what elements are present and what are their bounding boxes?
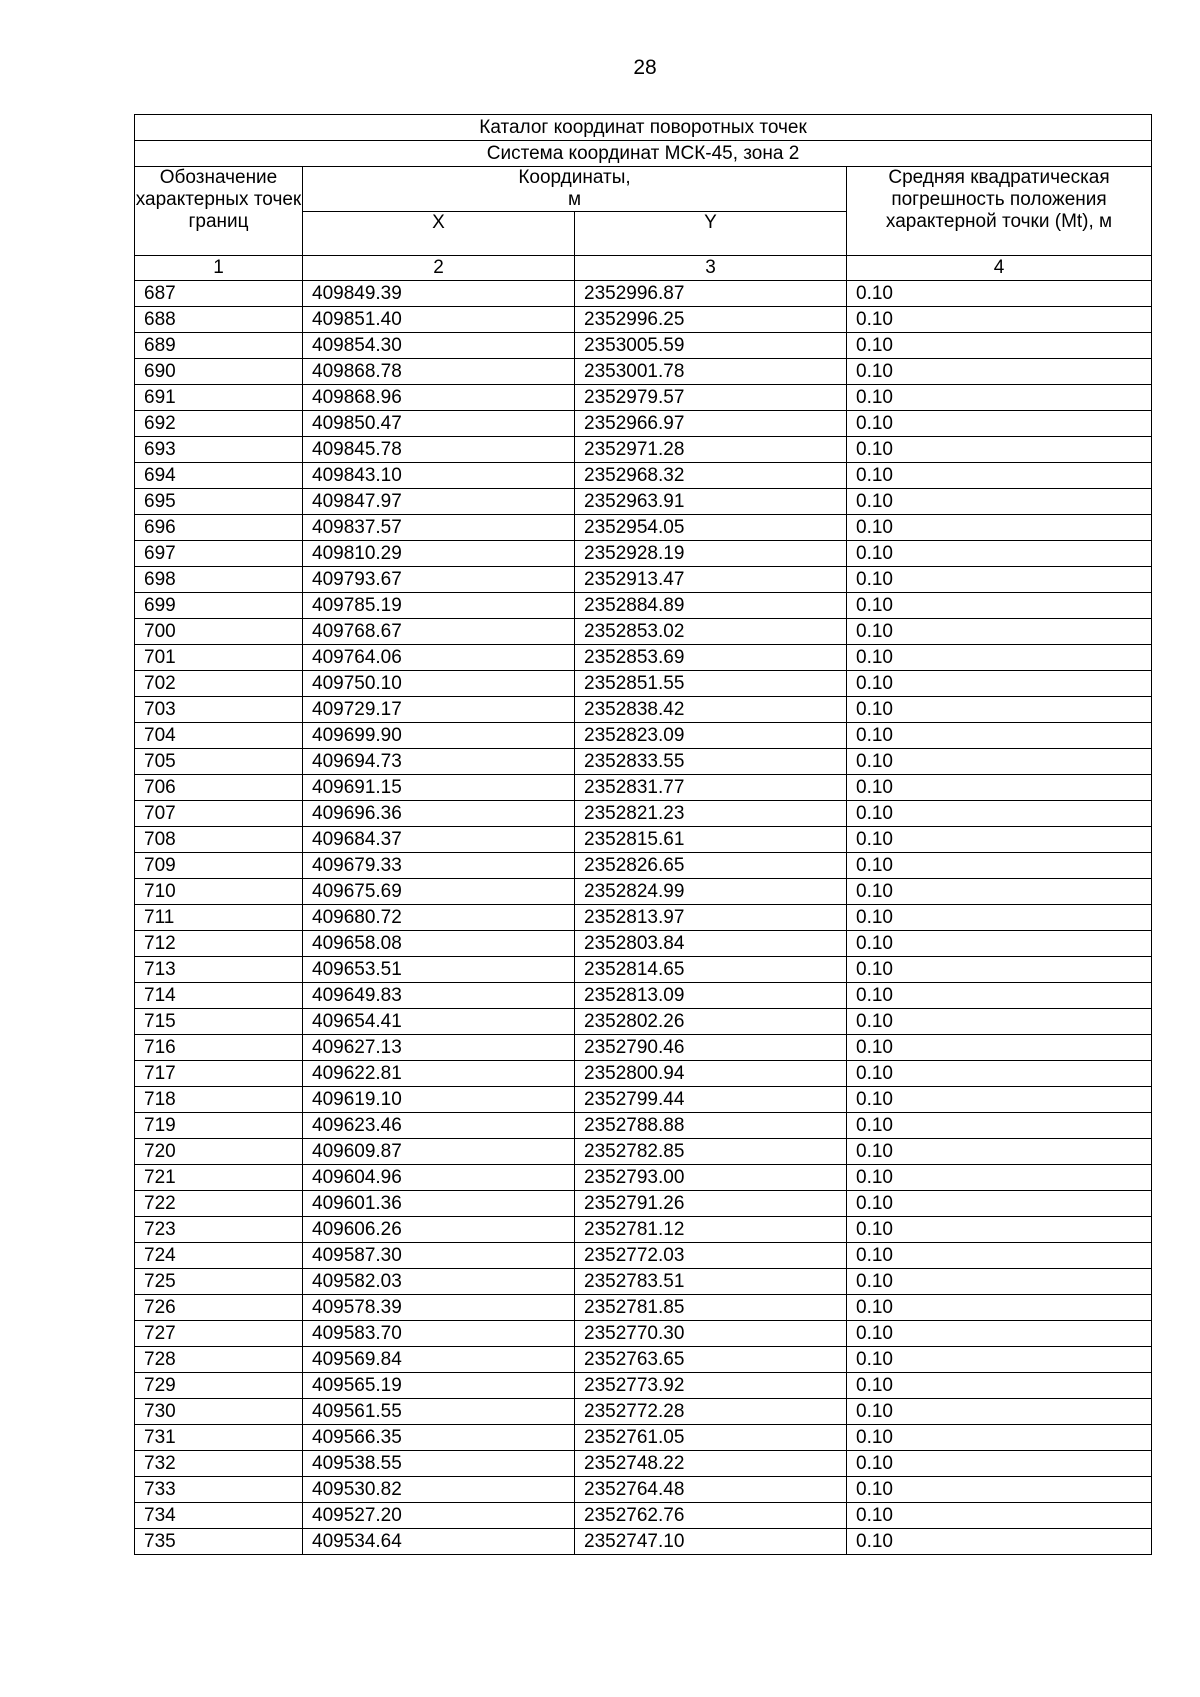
table-row: [135, 1269, 1152, 1295]
error-cell: 0.10: [847, 1139, 1152, 1165]
table-row: [135, 905, 1152, 931]
point-id-cell: 708: [135, 827, 303, 853]
point-id-cell: 710: [135, 879, 303, 905]
point-id-cell: 706: [135, 775, 303, 801]
point-id-cell: 714: [135, 983, 303, 1009]
error-cell: 0.10: [847, 1399, 1152, 1425]
table-row: [135, 957, 1152, 983]
y-coordinate-cell: 2352928.19: [575, 541, 847, 567]
x-coordinate-cell: 409565.19: [303, 1373, 575, 1399]
point-id-cell: 725: [135, 1269, 303, 1295]
x-coordinate-cell: 409534.64: [303, 1529, 575, 1555]
point-id-cell: 713: [135, 957, 303, 983]
table-row: [135, 931, 1152, 957]
x-coordinate-cell: 409868.96: [303, 385, 575, 411]
point-id-cell: 687: [135, 281, 303, 307]
point-id-cell: 717: [135, 1061, 303, 1087]
y-coordinate-cell: 2352851.55: [575, 671, 847, 697]
y-header: Y: [575, 212, 847, 256]
x-coordinate-cell: 409847.97: [303, 489, 575, 515]
y-coordinate-cell: 2352814.65: [575, 957, 847, 983]
error-cell: 0.10: [847, 931, 1152, 957]
y-coordinate-cell: 2352971.28: [575, 437, 847, 463]
table-row: [135, 281, 1152, 307]
table-row: [135, 307, 1152, 333]
y-coordinate-cell: 2352826.65: [575, 853, 847, 879]
table-row: [135, 983, 1152, 1009]
error-cell: 0.10: [847, 1191, 1152, 1217]
table-row: [135, 801, 1152, 827]
x-coordinate-cell: 409849.39: [303, 281, 575, 307]
table-subtitle: Система координат МСК-45, зона 2: [135, 141, 1152, 167]
point-id-cell: 716: [135, 1035, 303, 1061]
table-row: [135, 1087, 1152, 1113]
table-row: [135, 1165, 1152, 1191]
point-id-cell: 735: [135, 1529, 303, 1555]
x-coordinate-cell: 409684.37: [303, 827, 575, 853]
x-coordinate-cell: 409854.30: [303, 333, 575, 359]
table-row: [135, 437, 1152, 463]
error-cell: 0.10: [847, 1321, 1152, 1347]
error-header: Средняя квадратическая погрешность положения характерной точки (Mt), м: [847, 167, 1152, 256]
point-id-cell: 699: [135, 593, 303, 619]
table-row: [135, 1347, 1152, 1373]
y-coordinate-cell: 2352763.65: [575, 1347, 847, 1373]
y-coordinate-cell: 2352748.22: [575, 1451, 847, 1477]
error-cell: 0.10: [847, 697, 1152, 723]
table-row: [135, 1035, 1152, 1061]
y-coordinate-cell: 2352764.48: [575, 1477, 847, 1503]
y-coordinate-cell: 2352853.02: [575, 619, 847, 645]
y-coordinate-cell: 2352772.28: [575, 1399, 847, 1425]
error-cell: 0.10: [847, 905, 1152, 931]
error-cell: 0.10: [847, 1217, 1152, 1243]
table-row: [135, 385, 1152, 411]
y-coordinate-cell: 2352968.32: [575, 463, 847, 489]
point-id-cell: 691: [135, 385, 303, 411]
point-id-cell: 715: [135, 1009, 303, 1035]
y-coordinate-cell: 2352821.23: [575, 801, 847, 827]
title-row: [135, 115, 1152, 141]
point-id-cell: 689: [135, 333, 303, 359]
y-coordinate-cell: 2352954.05: [575, 515, 847, 541]
x-coordinate-cell: 409793.67: [303, 567, 575, 593]
y-coordinate-cell: 2352772.03: [575, 1243, 847, 1269]
x-coordinate-cell: 409569.84: [303, 1347, 575, 1373]
y-coordinate-cell: 2352788.88: [575, 1113, 847, 1139]
point-id-cell: 729: [135, 1373, 303, 1399]
table-row: [135, 333, 1152, 359]
table-row: [135, 723, 1152, 749]
y-coordinate-cell: 2352762.76: [575, 1503, 847, 1529]
x-coordinate-cell: 409696.36: [303, 801, 575, 827]
point-id-cell: 705: [135, 749, 303, 775]
table-row: [135, 619, 1152, 645]
table-row: [135, 775, 1152, 801]
y-coordinate-cell: 2353001.78: [575, 359, 847, 385]
error-cell: 0.10: [847, 437, 1152, 463]
table-row: [135, 1139, 1152, 1165]
y-coordinate-cell: 2352913.47: [575, 567, 847, 593]
y-coordinate-cell: 2352770.30: [575, 1321, 847, 1347]
point-id-cell: 733: [135, 1477, 303, 1503]
table-row: [135, 671, 1152, 697]
table-row: [135, 749, 1152, 775]
y-coordinate-cell: 2352813.97: [575, 905, 847, 931]
y-coordinate-cell: 2352823.09: [575, 723, 847, 749]
point-id-cell: 721: [135, 1165, 303, 1191]
error-cell: 0.10: [847, 1087, 1152, 1113]
error-cell: 0.10: [847, 749, 1152, 775]
y-coordinate-cell: 2352790.46: [575, 1035, 847, 1061]
x-coordinate-cell: 409680.72: [303, 905, 575, 931]
page-number: 28: [633, 56, 657, 79]
coordinates-catalog-table: [134, 114, 1152, 1555]
x-coordinate-cell: 409654.41: [303, 1009, 575, 1035]
error-cell: 0.10: [847, 1295, 1152, 1321]
y-coordinate-cell: 2352781.85: [575, 1295, 847, 1321]
point-id-cell: 719: [135, 1113, 303, 1139]
x-coordinate-cell: 409566.35: [303, 1425, 575, 1451]
point-id-cell: 711: [135, 905, 303, 931]
point-id-cell: 724: [135, 1243, 303, 1269]
x-coordinate-cell: 409578.39: [303, 1295, 575, 1321]
y-coordinate-cell: 2352996.87: [575, 281, 847, 307]
y-coordinate-cell: 2352799.44: [575, 1087, 847, 1113]
table-row: [135, 1529, 1152, 1555]
error-cell: 0.10: [847, 489, 1152, 515]
x-coordinate-cell: 409601.36: [303, 1191, 575, 1217]
error-cell: 0.10: [847, 1529, 1152, 1555]
column-number-1: 1: [135, 256, 303, 281]
point-id-cell: 696: [135, 515, 303, 541]
x-coordinate-cell: 409675.69: [303, 879, 575, 905]
point-id-cell: 727: [135, 1321, 303, 1347]
error-cell: 0.10: [847, 1425, 1152, 1451]
point-id-cell: 720: [135, 1139, 303, 1165]
table-row: [135, 853, 1152, 879]
error-cell: 0.10: [847, 723, 1152, 749]
point-id-cell: 698: [135, 567, 303, 593]
error-cell: 0.10: [847, 671, 1152, 697]
x-coordinate-cell: 409868.78: [303, 359, 575, 385]
error-cell: 0.10: [847, 619, 1152, 645]
table-row: [135, 645, 1152, 671]
table-row: [135, 359, 1152, 385]
y-coordinate-cell: 2352782.85: [575, 1139, 847, 1165]
error-cell: 0.10: [847, 385, 1152, 411]
error-cell: 0.10: [847, 1269, 1152, 1295]
table-row: [135, 879, 1152, 905]
point-id-cell: 732: [135, 1451, 303, 1477]
y-coordinate-cell: 2352773.92: [575, 1373, 847, 1399]
error-cell: 0.10: [847, 775, 1152, 801]
table-row: [135, 593, 1152, 619]
error-cell: 0.10: [847, 957, 1152, 983]
x-coordinate-cell: 409649.83: [303, 983, 575, 1009]
point-id-cell: 697: [135, 541, 303, 567]
header-row: [135, 167, 1152, 212]
table-row: [135, 1399, 1152, 1425]
point-id-cell: 722: [135, 1191, 303, 1217]
x-coordinate-cell: 409653.51: [303, 957, 575, 983]
y-coordinate-cell: 2352761.05: [575, 1425, 847, 1451]
error-cell: 0.10: [847, 1113, 1152, 1139]
error-cell: 0.10: [847, 281, 1152, 307]
x-coordinate-cell: 409561.55: [303, 1399, 575, 1425]
table-row: [135, 827, 1152, 853]
point-id-cell: 726: [135, 1295, 303, 1321]
x-coordinate-cell: 409768.67: [303, 619, 575, 645]
table-header: [135, 115, 1152, 281]
column-number-row: [135, 256, 1152, 281]
column-number-3: 3: [575, 256, 847, 281]
error-cell: 0.10: [847, 983, 1152, 1009]
x-coordinate-cell: 409850.47: [303, 411, 575, 437]
y-coordinate-cell: 2352979.57: [575, 385, 847, 411]
error-cell: 0.10: [847, 463, 1152, 489]
point-id-cell: 704: [135, 723, 303, 749]
x-coordinate-cell: 409658.08: [303, 931, 575, 957]
y-coordinate-cell: 2352800.94: [575, 1061, 847, 1087]
table-row: [135, 1503, 1152, 1529]
x-coordinate-cell: 409837.57: [303, 515, 575, 541]
error-cell: 0.10: [847, 1165, 1152, 1191]
table-row: [135, 1451, 1152, 1477]
table-row: [135, 411, 1152, 437]
coordinates-header-line2: м: [567, 189, 582, 210]
x-coordinate-cell: 409691.15: [303, 775, 575, 801]
error-cell: 0.10: [847, 853, 1152, 879]
point-id-cell: 734: [135, 1503, 303, 1529]
x-coordinate-cell: 409785.19: [303, 593, 575, 619]
x-coordinate-cell: 409729.17: [303, 697, 575, 723]
error-cell: 0.10: [847, 1009, 1152, 1035]
x-coordinate-cell: 409583.70: [303, 1321, 575, 1347]
y-coordinate-cell: 2352853.69: [575, 645, 847, 671]
point-designation-header: Обозначение характерных точек границ: [135, 167, 303, 256]
point-id-cell: 701: [135, 645, 303, 671]
point-id-cell: 730: [135, 1399, 303, 1425]
point-id-cell: 712: [135, 931, 303, 957]
y-coordinate-cell: 2352824.99: [575, 879, 847, 905]
x-coordinate-cell: 409699.90: [303, 723, 575, 749]
y-coordinate-cell: 2352838.42: [575, 697, 847, 723]
x-coordinate-cell: 409764.06: [303, 645, 575, 671]
y-coordinate-cell: 2352831.77: [575, 775, 847, 801]
error-cell: 0.10: [847, 801, 1152, 827]
y-coordinate-cell: 2352747.10: [575, 1529, 847, 1555]
coordinates-header-line1: Координаты,: [518, 167, 631, 188]
table-row: [135, 1191, 1152, 1217]
table-row: [135, 1477, 1152, 1503]
y-coordinate-cell: 2352833.55: [575, 749, 847, 775]
x-coordinate-cell: 409530.82: [303, 1477, 575, 1503]
column-number-4: 4: [847, 256, 1152, 281]
x-coordinate-cell: 409622.81: [303, 1061, 575, 1087]
x-coordinate-cell: 409843.10: [303, 463, 575, 489]
x-coordinate-cell: 409582.03: [303, 1269, 575, 1295]
error-cell: 0.10: [847, 411, 1152, 437]
table-title: Каталог координат поворотных точек: [135, 115, 1152, 141]
point-id-cell: 703: [135, 697, 303, 723]
point-id-cell: 690: [135, 359, 303, 385]
x-coordinate-cell: 409604.96: [303, 1165, 575, 1191]
point-id-cell: 692: [135, 411, 303, 437]
error-cell: 0.10: [847, 1503, 1152, 1529]
error-cell: 0.10: [847, 1035, 1152, 1061]
table-row: [135, 1295, 1152, 1321]
point-id-cell: 694: [135, 463, 303, 489]
x-coordinate-cell: 409750.10: [303, 671, 575, 697]
x-coordinate-cell: 409845.78: [303, 437, 575, 463]
error-cell: 0.10: [847, 515, 1152, 541]
error-cell: 0.10: [847, 307, 1152, 333]
column-number-2: 2: [303, 256, 575, 281]
table-row: [135, 541, 1152, 567]
table-body: [135, 281, 1152, 1555]
table-row: [135, 1113, 1152, 1139]
x-coordinate-cell: 409679.33: [303, 853, 575, 879]
error-cell: 0.10: [847, 645, 1152, 671]
point-id-cell: 702: [135, 671, 303, 697]
error-cell: 0.10: [847, 567, 1152, 593]
coordinates-header: [303, 167, 847, 212]
error-cell: 0.10: [847, 541, 1152, 567]
x-coordinate-cell: 409851.40: [303, 307, 575, 333]
error-cell: 0.10: [847, 1373, 1152, 1399]
table-row: [135, 1061, 1152, 1087]
table-row: [135, 697, 1152, 723]
y-coordinate-cell: 2352813.09: [575, 983, 847, 1009]
y-coordinate-cell: 2352884.89: [575, 593, 847, 619]
subtitle-row: [135, 141, 1152, 167]
y-coordinate-cell: 2352963.91: [575, 489, 847, 515]
y-coordinate-cell: 2352793.00: [575, 1165, 847, 1191]
table-row: [135, 1321, 1152, 1347]
point-id-cell: 700: [135, 619, 303, 645]
y-coordinate-cell: 2353005.59: [575, 333, 847, 359]
x-coordinate-cell: 409609.87: [303, 1139, 575, 1165]
y-coordinate-cell: 2352996.25: [575, 307, 847, 333]
point-id-cell: 695: [135, 489, 303, 515]
y-coordinate-cell: 2352791.26: [575, 1191, 847, 1217]
table-row: [135, 1217, 1152, 1243]
point-id-cell: 688: [135, 307, 303, 333]
error-cell: 0.10: [847, 359, 1152, 385]
x-coordinate-cell: 409587.30: [303, 1243, 575, 1269]
x-coordinate-cell: 409527.20: [303, 1503, 575, 1529]
error-cell: 0.10: [847, 1451, 1152, 1477]
x-coordinate-cell: 409619.10: [303, 1087, 575, 1113]
table-row: [135, 567, 1152, 593]
y-coordinate-cell: 2352802.26: [575, 1009, 847, 1035]
table-row: [135, 1009, 1152, 1035]
point-id-cell: 731: [135, 1425, 303, 1451]
error-cell: 0.10: [847, 333, 1152, 359]
point-id-cell: 707: [135, 801, 303, 827]
x-coordinate-cell: 409538.55: [303, 1451, 575, 1477]
error-cell: 0.10: [847, 1477, 1152, 1503]
x-coordinate-cell: 409623.46: [303, 1113, 575, 1139]
y-coordinate-cell: 2352781.12: [575, 1217, 847, 1243]
error-cell: 0.10: [847, 879, 1152, 905]
table-row: [135, 1373, 1152, 1399]
point-id-cell: 723: [135, 1217, 303, 1243]
error-cell: 0.10: [847, 1061, 1152, 1087]
table-row: [135, 463, 1152, 489]
error-cell: 0.10: [847, 827, 1152, 853]
x-coordinate-cell: 409810.29: [303, 541, 575, 567]
y-coordinate-cell: 2352803.84: [575, 931, 847, 957]
error-cell: 0.10: [847, 593, 1152, 619]
y-coordinate-cell: 2352783.51: [575, 1269, 847, 1295]
y-coordinate-cell: 2352966.97: [575, 411, 847, 437]
point-id-cell: 728: [135, 1347, 303, 1373]
error-cell: 0.10: [847, 1243, 1152, 1269]
x-coordinate-cell: 409627.13: [303, 1035, 575, 1061]
x-coordinate-cell: 409694.73: [303, 749, 575, 775]
table-row: [135, 1243, 1152, 1269]
x-coordinate-cell: 409606.26: [303, 1217, 575, 1243]
y-coordinate-cell: 2352815.61: [575, 827, 847, 853]
point-id-cell: 709: [135, 853, 303, 879]
point-id-cell: 718: [135, 1087, 303, 1113]
table-row: [135, 1425, 1152, 1451]
x-header: X: [303, 212, 575, 256]
table-row: [135, 515, 1152, 541]
table-row: [135, 489, 1152, 515]
error-cell: 0.10: [847, 1347, 1152, 1373]
point-id-cell: 693: [135, 437, 303, 463]
